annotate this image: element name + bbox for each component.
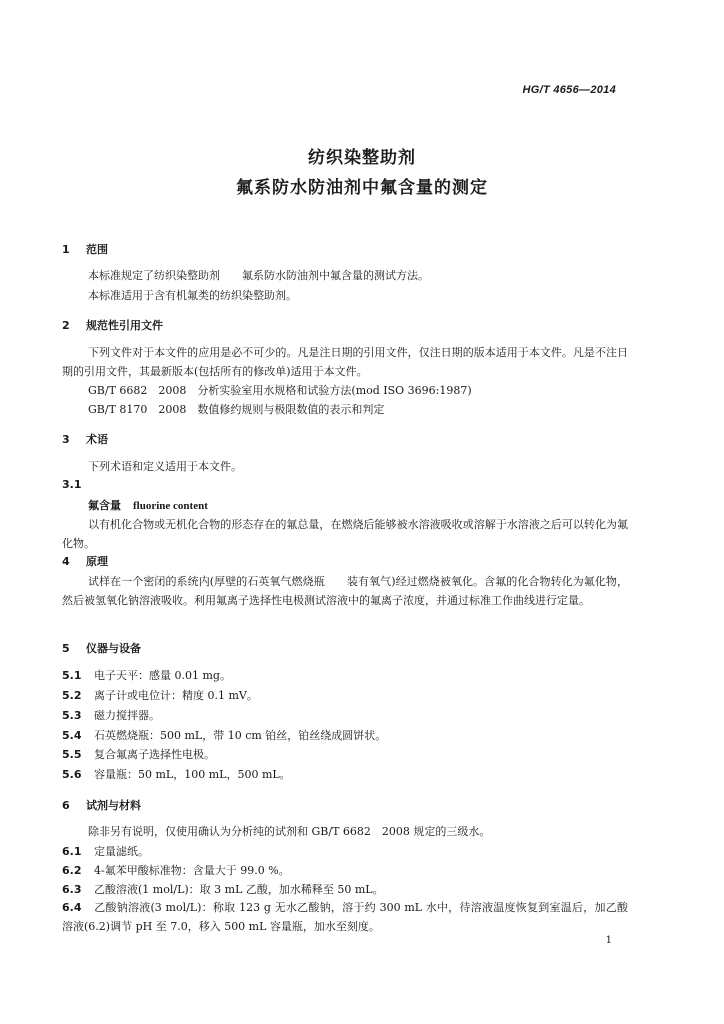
list-item-5-2 <box>62 687 258 703</box>
section-2-heading <box>62 317 163 333</box>
subsection-3-1-number: 3.1 <box>62 478 82 491</box>
section-number: 5 <box>62 642 70 655</box>
term-chinese: 氟含量 <box>88 499 121 512</box>
item-text: 乙酸钠溶液(3 mol/L)：称取 123 g 无水乙酸钠，溶于约 300 mL 水中，待溶液温度恢复到室温后，加乙酸溶液(6.2)调节 pH 至 7.0，移入 500 mL 容量瓶，加水至刻度。 <box>62 901 628 933</box>
section-6-para-1: 除非另有说明，仅使用确认为分析纯的试剂和 GB/T 6682 2008 规定的三级水。 <box>88 825 491 838</box>
section-number: 2 <box>62 319 70 332</box>
section-1-heading <box>62 241 108 257</box>
item-number: 6.1 <box>62 845 82 858</box>
section-3-heading <box>62 431 108 447</box>
section-6-heading <box>62 797 141 813</box>
list-item-5-5 <box>62 746 215 762</box>
item-text: 石英燃烧瓶：500 mL，带 10 cm 铂丝，铂丝绕成圆饼状。 <box>94 729 387 742</box>
section-title: 术语 <box>86 433 108 446</box>
item-number: 5.4 <box>62 729 82 742</box>
item-number: 6.2 <box>62 864 82 877</box>
list-item-5-4 <box>62 727 386 743</box>
term-english: fluorine content <box>133 500 208 512</box>
list-item-6-2 <box>62 862 290 878</box>
item-number: 6.3 <box>62 883 82 896</box>
reference-1: GB/T 6682 2008 分析实验室用水规格和试验方法(mod ISO 3696:1987) <box>88 384 472 397</box>
section-title: 仪器与设备 <box>86 642 141 655</box>
list-item-5-1 <box>62 667 231 683</box>
section-number: 3 <box>62 433 70 446</box>
item-number: 6.4 <box>62 901 82 914</box>
page-number: 1 <box>605 935 612 946</box>
standard-code: HG/T 4656—2014 <box>522 84 616 96</box>
section-1-para-2: 本标准适用于含有机氟类的纺织染整助剂。 <box>88 289 297 302</box>
item-text: 电子天平：感量 0.01 mg。 <box>94 669 231 682</box>
list-item-5-6 <box>62 766 291 782</box>
item-number: 5.2 <box>62 689 82 702</box>
section-3-para-1: 下列术语和定义适用于本文件。 <box>88 460 242 473</box>
item-number: 5.6 <box>62 768 82 781</box>
reference-2: GB/T 8170 2008 数值修约规则与极限数值的表示和判定 <box>88 403 385 416</box>
section-2-para-1: 下列文件对于本文件的应用是必不可少的。凡是注日期的引用文件，仅注日期的版本适用于本文件。凡是不注日期的引用文件，其最新版本(包括所有的修改单)适用于本文件。 <box>62 346 628 378</box>
item-number: 5.3 <box>62 709 82 722</box>
section-number: 6 <box>62 799 70 812</box>
section-5-heading <box>62 640 141 656</box>
item-text: 复合氟离子选择性电极。 <box>94 748 215 761</box>
list-item-6-1 <box>62 843 149 859</box>
item-number: 5.5 <box>62 748 82 761</box>
section-title: 试剂与材料 <box>86 799 141 812</box>
section-title: 范围 <box>86 243 108 256</box>
title-line-2: 氟系防水防油剂中氟含量的测定 <box>236 178 488 198</box>
section-title: 原理 <box>86 555 108 568</box>
title-line-1: 纺织染整助剂 <box>308 148 416 168</box>
section-title: 规范性引用文件 <box>86 319 163 332</box>
section-4-para-1: 试样在一个密闭的系统内(厚壁的石英氧气燃烧瓶 装有氧气)经过燃烧被氧化。含氟的化合物转化为氟化物，然后被氢氧化钠溶液吸收。利用氟离子选择性电极测试溶液中的氟离子浓度，并通过标准工作曲线进行定量。 <box>62 575 628 607</box>
item-text: 乙酸溶液(1 mol/L)：取 3 mL 乙酸，加水稀释至 50 mL。 <box>94 883 384 896</box>
item-text: 离子计或电位计：精度 0.1 mV。 <box>94 689 258 702</box>
list-item-6-3 <box>62 881 384 897</box>
item-text: 4-氟苯甲酸标准物：含量大于 99.0 %。 <box>94 864 290 877</box>
item-text: 容量瓶：50 mL，100 mL，500 mL。 <box>94 768 291 781</box>
item-number: 5.1 <box>62 669 82 682</box>
list-item-6-4 <box>62 898 628 936</box>
section-number: 1 <box>62 243 70 256</box>
section-4-heading <box>62 553 108 569</box>
section-number: 4 <box>62 555 70 568</box>
list-item-5-3 <box>62 707 160 723</box>
term-entry <box>88 497 208 513</box>
item-text: 定量滤纸。 <box>94 845 149 858</box>
section-1-para-1: 本标准规定了纺织染整助剂 氟系防水防油剂中氟含量的测试方法。 <box>88 269 429 282</box>
term-definition: 以有机化合物或无机化合物的形态存在的氟总量，在燃烧后能够被水溶液吸收或溶解于水溶液之后可以转化为氟化物。 <box>62 518 628 550</box>
item-text: 磁力搅拌器。 <box>94 709 160 722</box>
